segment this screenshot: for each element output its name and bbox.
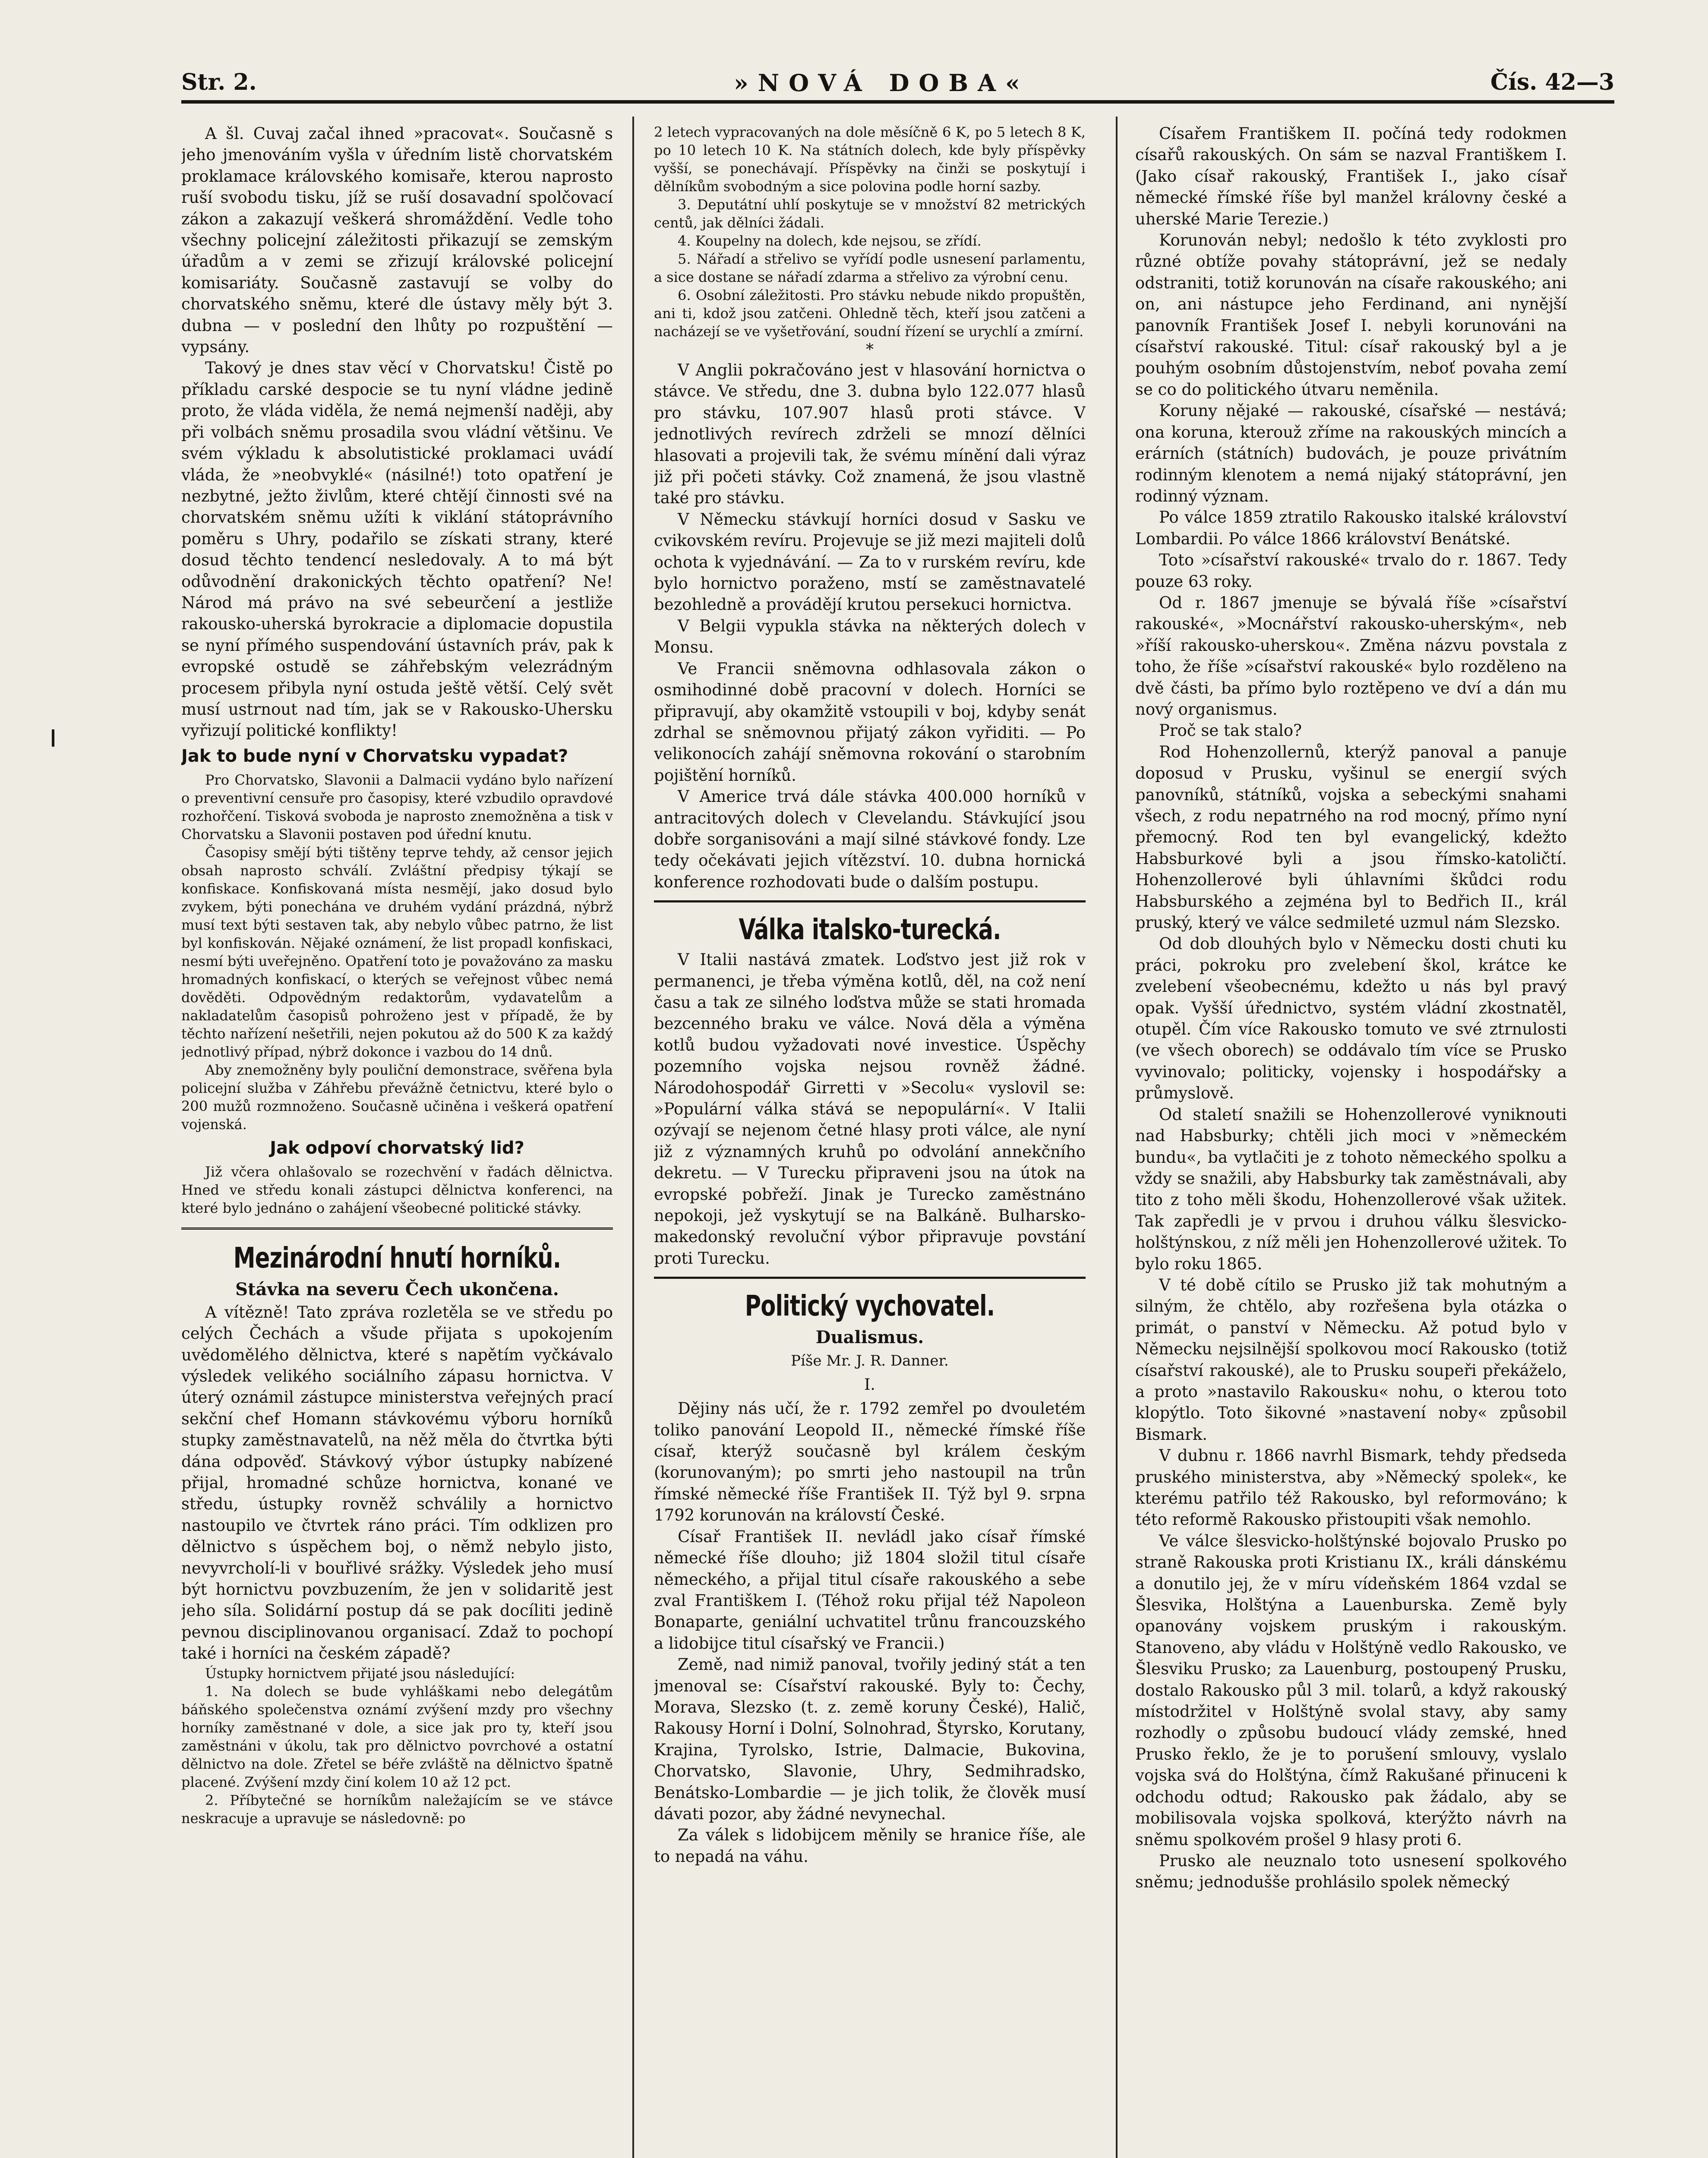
paragraph: Časopisy smějí býti tištěny teprve tehdy, až censor jejich obsah naprosto schválí. Zvláštní předpisy týkají se konfiskace. Konfiskovaná místa nesmějí, jako dosud bylo zvykem, býti ponechána ve druhém vydání prázdná, nýbrž musí text býti sestaven tak, aby nebylo vůbec patrno, že list byl konfiskován. Nějaké oznámení, že list propadl konfiskaci, nesmí býti uveřejněno. Opatření toto je považováno za masku hromadných konfiskací, o kterých se veřejnost vůbec nemá dověděti. Odpovědným redaktorům, vydavatelům a nakladatelům časopisů pohroženo jest v případě, že by těchto nařízení nešetřili, nejen pokutou až do 500 K za každý jednotlivý případ, nýbrž dokonce i vazbou do 14 dnů. xyxy=(181,844,613,1060)
paragraph: A šl. Cuvaj začal ihned »pracovat«. Současně s jeho jmenováním vyšla v úředním listě chorvatském proklamace královského komisaře, kterou naprosto ruší svobodu tisku, jíž se ruší dosavadní spolčovací zákon a zakazují veškerá shromáždění. Vedle toho všechny policejní záležitosti přikazují se zemským úřadům a v zemi se zřizují královské policejní komisariáty. Současně zastavují se volby do chorvatského sněmu, které dle ústavy měly být 3. dubna — v poslední den lhůty po rozpuštění — vypsány. xyxy=(181,124,613,357)
page-header xyxy=(181,69,1614,104)
section-divider xyxy=(181,1227,613,1231)
paragraph: Prusko ale neuznalo toto usnesení spolkového sněmu; jednodušše prohlásilo spolek německý xyxy=(1135,1851,1567,1892)
paragraph: Císař František II. nevládl jako císař římské německé říše dlouho; již 1804 složil titul císaře německého, a přijal titul císaře rakouského a sebe zval Františkem I. (Téhož roku přijal též Napoleon Bonaparte, geniální uchvatitel trůnu francouzského a lidobijce titul císařský ve Francii.) xyxy=(654,1527,1086,1653)
column-divider xyxy=(1116,117,1118,2158)
paragraph: 2. Příbytečné se horníkům naležajícím se ve stávce neskracuje a upravuje se následovně: po xyxy=(181,1792,613,1827)
article-headline: Mezinárodní hnutí horníků. xyxy=(233,1241,561,1275)
paragraph: Země, nad nimiž panoval, tvořily jediný stát a ten jmenoval se: Císařství rakouské. Byly to: Čechy, Morava, Slezsko (t. z. země koruny České), Halič, Rakousy Horní i Dolní, Solnohrad, Štyrsko, Korutany, Krajina, Tyrolsko, Istrie, Dalmacie, Bukovina, Chorvatsko, Slavonie, Uhry, Sedmihradsko, Benátsko-Lombardie — je jich tolik, že člověk musí dávati pozor, aby žádné nevynechal. xyxy=(654,1655,1086,1823)
article-subheading: Dualismus. xyxy=(815,1327,924,1348)
column-divider xyxy=(632,117,634,2158)
section-divider xyxy=(654,900,1086,902)
paragraph: V té době cítilo se Prusko již tak mohutným a silným, že chtělo, aby rozřešena byla otázka o primát, o panství v Německu. Až potud bylo v Německu nejsilnější spolkovou mocí Rakousko (totiž císařství rakouské), ale to Prusku soupeři překáželo, a proto »nastavilo Rakousku« nohu, o kterou toto klopýtlo. Toto šikovné »nastavení noby« způsobil Bismark. xyxy=(1135,1275,1567,1444)
newspaper-title: »NOVÁ DOBA« xyxy=(734,69,1029,97)
article-subheading: Stávka na severu Čech ukončena. xyxy=(235,1279,559,1300)
header-rule xyxy=(181,100,1614,104)
paragraph: Aby znemožněny byly pouliční demonstrace, svěřena byla policejní služba v Záhřebu převážně četnictvu, které bylo o 200 mužů rozmnoženo. Současně učiněna i veškerá opatření vojenská. xyxy=(181,1061,613,1133)
column-2 xyxy=(654,123,1086,2158)
paragraph: Za válek s lidobijcem měnily se hranice říše, ale to nepadá na váhu. xyxy=(654,1826,1086,1866)
paragraph: 2 letech vypracovaných na dole měsíčně 6 K, po 5 letech 8 K, po 10 letech 10 K. Na státních dolech, kde byly příspěvky vyšší, se ponechávají. Příspěvky na činži se poskytují i dělníkům svobodným a sice polovina podle horní sazby. xyxy=(654,124,1086,195)
paragraph: Pro Chorvatsko, Slavonii a Dalmacii vydáno bylo nařízení o preventivní censuře pro časopisy, které vzbudilo opravdové rozhořčení. Tisková svoboda je naprosto znemožněna a tisk v Chorvatsku a Slavonii postaven pod úřední knutu. xyxy=(181,771,613,842)
paragraph: A vítězně! Tato zpráva rozletěla se ve středu po celých Čechách a všude přijata s upokojením uvědomělého dělnictva, které s napětím vyčkávalo výsledek velikého sociálního zápasu hornictva. V úterý oznámil zástupce ministerstva veřejných prací sekční chef Homann stávkovému výboru horníků stupky zaměstnavatelů, na něž měla do čtvrtka býti dána odpověď. Stávkový výbor ústupky nabízené přijal, hromadné schůze hornictva, konané ve středu, ústupky rovněž schválily a hornictvo nastoupilo ve čtvrtek ráno práci. Tím odklizen pro dělnictvo s úspěchem boj, o němž nebylo jisto, nevyvrcholí-li v bouřlivé srážky. Výsledek jeho musí být hornictvu povzbuzením, že jen v solidaritě jest jeho síla. Solidární postup dá se pak docíliti jedině pevnou disciplinovanou organisací. Zdaž to pochopí také i horníci na českém západě? xyxy=(181,1303,613,1663)
column-3 xyxy=(1135,123,1567,2158)
paragraph: Koruny nějaké — rakouské, císařské — nestává; ona koruna, kterouž zříme na rakouských mincích a erárních (státních) budovách, je pouze privátním rodinným klenotem a nemá nijaký státoprávní, jen rodinný význam. xyxy=(1135,401,1567,505)
paragraph: Již včera ohlašovalo se rozechvění v řadách dělnictva. Hned ve středu konali zástupci dělnictva konferenci, na které bylo jednáno o zahájení všeobecné politické stávky. xyxy=(181,1163,613,1216)
paragraph: Od dob dlouhých bylo v Německu dosti chuti ku práci, pokroku pro zvelebení škol, krátce ke zvelebení všeobecnému, kdežto u nás byl pravý opak. Vyšší úřednictvo, systém vládní zkostnatěl, otupěl. Čím více Rakousko tomuto ve své ztrnulosti (ve všech oborech) se oddávalo tím více se Prusko vyvinovalo; politicky, vojensky i hospodářsky a průmyslově. xyxy=(1135,934,1567,1103)
paragraph: Císařem Františkem II. počíná tedy rodokmen císařů rakouských. On sám se nazval Františkem I. (Jako císař rakouský, František I., jako císař německé římské říše byl manžel královny české a uherské Marie Terezie.) xyxy=(1135,124,1567,228)
section-number: I. xyxy=(864,1376,875,1394)
paragraph: V Anglii pokračováno jest v hlasování hornictva o stávce. Ve středu, dne 3. dubna bylo 122.077 hlasů pro stávku, 107.907 hlasů proti stávce. V jednotlivých revírech zdrželi se mnozí dělníci hlasovati a projevili tak, že svému mínění dali výraz již při početi stávky. Což znamená, že jsou vlastně také pro stávku. xyxy=(654,361,1086,508)
paragraph: Rod Hohenzollernů, kterýž panoval a panuje doposud v Prusku, vyšinul se energií svých panovníků, státníků, vojska a sebeckými snahami všech, z rodu nepatrného na rod mocný, přímo nyní přemocný. Rod ten byl evangelický, kdežto Habsburkové byli a jsou římsko-katoličtí. Hohenzollerové byli úhlavními škůdci rodu Habsburského a zejména byl to Bedřich II., král pruský, který ve válce sedmileté uzmul nám Slezsko. xyxy=(1135,742,1567,932)
paragraph: V Belgii vypukla stávka na některých dolech v Monsu. xyxy=(654,616,1086,657)
paragraph: 6. Osobní záležitosti. Pro stávku nebude nikdo propuštěn, ani ti, kdož jsou zatčeni. Ohledně těch, kteří jsou zatčeni a nacházejí se ve vyšetřování, soudní řízení se urychlí a zmírní. xyxy=(654,287,1086,340)
paragraph: Korunován nebyl; nedošlo k této zvyklosti pro různé obtíže povahy státoprávní, jež se nedaly odstraniti, totiž korunován na císaře rakouského; ani on, ani nástupce jeho Ferdinand, ani nynější panovník František Josef I. nebyli korunováni na císařství rakouské. Titul: císař rakouský byl a je pouhým osobním důstojenstvím, neboť povaha zemí se co do politického útvaru neměnila. xyxy=(1135,231,1567,399)
paragraph: 5. Nářadí a střelivo se vyřídí podle usnesení parlamentu, a sice dostane se nářadí zdarma a střelivo za výrobní cenu. xyxy=(654,251,1086,285)
paragraph: V Italii nastává zmatek. Loďstvo jest již rok v permanenci, je třeba výměna kotlů, děl, na což není času a tak ze silného loďstva může se stati hromada bezcenného braku ve válce. Nová děla a výměna kotlů budou vyžadovati nové investice. Úspěchy pozemního vojska nejsou rovněž žádné. Národohospodář Girretti v »Secolu« vyslovil se: »Populární válka stává se nepopulární«. V Italii ozývají se nejenom četné hlasy proti válce, ale nyní již z významných kruhů po odvolání annekčního dekretu. — V Turecku připraveni jsou na útok na evropské pobřeží. Jinak je Turecko zaměstnáno nepokoji, jež vyskytují se na Balkáně. Bulharsko-makedonský revoluční výbor připravuje povstání proti Turecku. xyxy=(654,950,1086,1268)
paragraph: V Americe trvá dále stávka 400.000 horníků v antracitových dolech v Clevelandu. Stávkující jsou dobře sorganisováni a mají silné stávkové fondy. Lze tedy očekávati jejich vítězství. 10. dubna hornická konference rozhodovati bude o dalším postupu. xyxy=(654,787,1086,891)
article-headline: Válka italsko-turecká. xyxy=(739,913,1001,946)
paragraph: Ústupky hornictvem přijaté jsou následující: xyxy=(205,1665,515,1682)
article-headline: Politický vychovatel. xyxy=(745,1289,995,1323)
byline: Píše Mr. J. R. Danner. xyxy=(791,1352,949,1370)
paragraph: Takový je dnes stav věcí v Chorvatsku! Čistě po příkladu carské despocie se tu nyní vládne jedině proto, že vláda viděla, že nemá nejmenší naději, aby při volbách sněmu prosadila svou vládní většinu. Ve svém výkladu k absolutistické proklamaci uvádí vláda, že »neobvyklé« (násilné!) toto opatření je nezbytné, ježto živlům, které chtějí činnosti své na chorvatském sněmu užíti k viklání státoprávního poměru s Uhry, podařilo se získati strany, které dosud těchto tendencí nesledovaly. A to má být odůvodnění drakonických těchto opatření? Ne! Národ má právo na své sebeurčení a jestliže rakousko-uherská byrokracie a diplomacie dopustila se nyní přímého suspendování ústavních práv, pak k evropské ostudě se záhřebským velezrádným procesem přibyla nyní ostuda ještě větší. Celý svět musí ustrnout nad tím, jak se v Rakousko-Uhersku vyřizují politické konflikty! xyxy=(181,359,613,740)
paragraph: Ve válce šlesvicko-holštýnské bojovalo Prusko po straně Rakouska proti Kristianu IX., králi dánskému a donutilo jej, že v míru vídeňském 1864 vzdal se Šlesvika, Holštýna a Lauenburska. Země byly opanovány vojskem pruským i rakouským. Stanoveno, aby vládu v Holštýně vedlo Rakousko, ve Šlesviku Prusko; za Lauenburg, postoupený Prusku, dostalo Rakousko půl 3 mil. tolarů, a když rakouský místodržitel v Holštýně svolal stavy, aby samy rozhodly o způsobu budoucí vlády zemské, hned Prusko řeklo, že je to porušení smlouvy, vyslalo vojska svá do Holštýna, čímž Rakušané přinuceni k odchodu odtud; Rakousko pak žádalo, aby se mobilisovala vojska spolková, kterýžto návrh na sněmu spolkovém prošel 9 hlasy proti 6. xyxy=(1135,1531,1567,1849)
paragraph: Ve Francii sněmovna odhlasovala zákon o osmihodinné době pracovní v dolech. Horníci se připravují, aby okamžitě vstoupili v boj, kdyby senát zdrhal se sněmovnou přijatý zákon vyřiditi. — Po velikonocích zahájí sněmovna rokování o starobním pojištění horníků. xyxy=(654,659,1086,785)
paragraph: Po válce 1859 ztratilo Rakousko italské království Lombardii. Po válce 1866 království Benátské. xyxy=(1135,508,1567,548)
column-1 xyxy=(181,123,613,2158)
paragraph: V Německu stávkují horníci dosud v Sasku ve cvikovském revíru. Projevuje se již mezi majiteli dolů ochota k vyjednávání. — Za to v rurském revíru, kde bylo hornictvo poraženo, mstí se zaměstnavatelé bezohledně a provádějí krutou persekuci hornictva. xyxy=(654,510,1086,614)
issue-number: Čís. 42—3 xyxy=(1490,69,1614,95)
paragraph: 3. Deputátní uhlí poskytuje se v množství 82 metrických centů, jak dělníci žádali. xyxy=(654,196,1086,231)
paragraph: 4. Koupelny na dolech, kde nejsou, se zřídí. xyxy=(678,233,982,249)
separator-star: * xyxy=(866,341,874,359)
section-divider xyxy=(654,1277,1086,1279)
paragraph: V dubnu r. 1866 navrhl Bismark, tehdy předseda pruského ministerstva, aby »Německý spolek«, ke kterému patřilo též Rakousko, byl reformováno; k této reformě Rakousko přistoupiti však nemohlo. xyxy=(1135,1446,1567,1529)
paragraph: Dějiny nás učí, že r. 1792 zemřel po dvouletém toliko panování Leopold II., německé římské říše císař, kterýž současně byl králem českým (korunovaným); po smrti jeho nastoupil na trůn římské německé říše František II. Týž byl 9. srpna 1792 korunován na královstí České. xyxy=(654,1399,1086,1525)
paragraph: Toto »císařství rakouské« trvalo do r. 1867. Tedy pouze 63 roky. xyxy=(1135,551,1567,591)
page-number: Str. 2. xyxy=(181,69,257,95)
paragraph: Od r. 1867 jmenuje se bývalá říše »císařství rakouské«, »Mocnářství rakousko-uherským«, neb »říší rakousko-uherskou«. Změna názvu povstala z toho, že říše »císařství rakouské« bylo rozděleno na dvě části, ba přímo bylo roztěpeno ve dví a dán mu nový organismus. xyxy=(1135,593,1567,719)
paragraph: Od staletí snažili se Hohenzollerové vyniknouti nad Habsburky; chtěli jich moci v »německém bundu«, ba vytlačiti je z tohoto německého spolku a vždy se snažili, aby Habsburky tak zaměstnávali, aby tito z toho měli škodu, Hohenzollerové však užitek. Tak zapředli je v prvou i druhou válku šlesvicko-holštýnskou, z níž měli jen Hohenzollerové užitek. To bylo roku 1865. xyxy=(1135,1105,1567,1273)
subheading: Jak to bude nyní v Chorvatsku vypadat? xyxy=(181,746,568,766)
paragraph: 1. Na dolech se bude vyhláškami nebo delegátům báňského společenstva oznámí zvýšení mzdy pro všechny horníky zaměstnané v dole, a sice jak pro ty, kteří jsou zaměstnáni v úkolu, tak pro dělnictvo povrchové a ostatní dělnictvo na dole. Zřetel se béře zvláště na dělnictvo špatně placené. Zvýšení mzdy činí kolem 10 až 12 pct. xyxy=(181,1683,613,1790)
margin-mark xyxy=(52,729,54,747)
paragraph: Proč se tak stalo? xyxy=(1159,721,1302,740)
subheading: Jak odpoví chorvatský lid? xyxy=(270,1138,524,1158)
